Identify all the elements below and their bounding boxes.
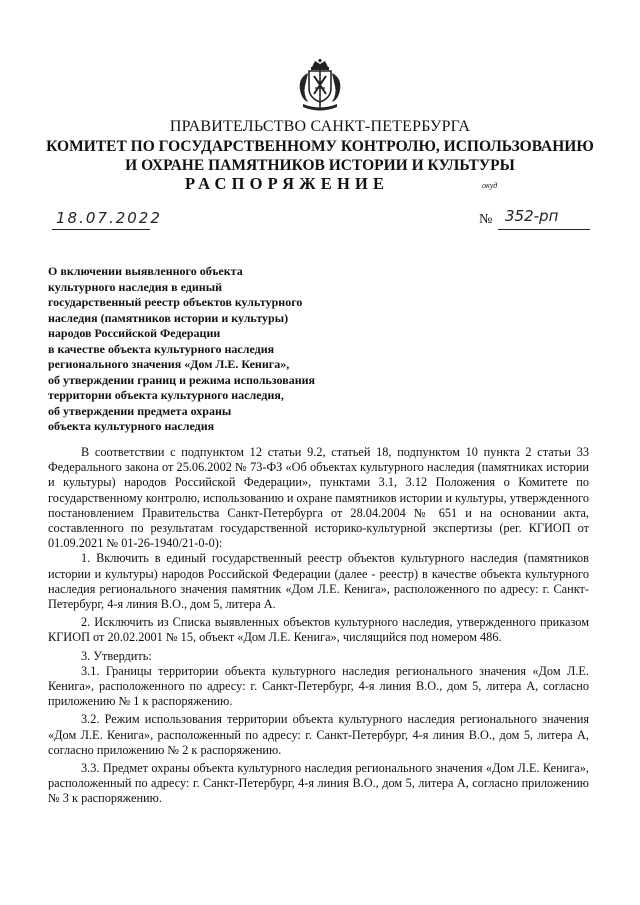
item-3-3-paragraph: 3.3. Предмет охраны объекта культурного наследия регионального значения «Дом Л.Е. Кенига», расположенный по адресу: г. Санкт-Петербург, 4-я линия В.О., дом 5, литера А, согласно приложению № 3 к распоряжению.: [48, 761, 589, 806]
subject-line: государственный реестр объектов культурного: [48, 295, 303, 309]
okud-label: окуд: [482, 181, 498, 190]
item-1-paragraph: 1. Включить в единый государственный реестр объектов культурного наследия (памятников истории и культуры) народов Российской Федерации (далее - реестр) в качестве объекта культурного наследия регионального значения памятник «Дом Л.Е. Кенига», расположенного по адресу: г. Санкт-Петербург, 4-я линия В.О., дом 5, литера А.: [48, 551, 589, 612]
document-date: 18.07.2022: [56, 209, 162, 227]
subject-line: культурного наследия в единый: [48, 279, 222, 294]
committee-name-line-2: И ОХРАНЕ ПАМЯТНИКОВ ИСТОРИИ И КУЛЬТУРЫ: [125, 157, 515, 174]
committee-name: [0, 137, 640, 175]
subject-line: объекта культурного наследия: [48, 419, 215, 433]
subject-line: в качестве объекта культурного наследия: [48, 341, 275, 356]
preamble-paragraph: В соответствии с подпунктом 12 статьи 9.2, статьей 18, подпунктом 10 пункта 2 статьи 33 Федерального закона от 25.06.2002 № 73-ФЗ «Об объектах культурного наследия (памятниках истории и культуры) народов Российской Федерации», пунктами 3.1, 3.12 Положения о Комитете по государственному контролю, использованию и охране памятников истории и культуры, утвержденного постановлением Правительства Санкт-Петербурга от 28.04.2004 № 651 и на основании акта, составленного по результатам государственной историко-культурной экспертизы (рег. КГИОП от 01.09.2021 № 01-26-1940/21-0-0):: [48, 445, 589, 551]
coat-of-arms-emblem: [295, 58, 345, 114]
subject-line: регионального значения «Дом Л.Е. Кенига»,: [48, 357, 290, 371]
subject-line: об утверждении предмета охраны: [48, 403, 232, 418]
subject-line: наследия (памятников истории и культуры): [48, 310, 289, 325]
document-number: 352-рп: [505, 207, 559, 225]
document-subject: [48, 264, 378, 435]
document-body: [48, 445, 589, 810]
date-underline: [52, 229, 150, 230]
committee-name-line-1: КОМИТЕТ ПО ГОСУДАРСТВЕННОМУ КОНТРОЛЮ, ИСПОЛЬЗОВАНИЮ: [46, 138, 594, 155]
item-3-paragraph: 3. Утвердить:: [81, 648, 152, 663]
subject-line: территории объекта культурного наследия,: [48, 388, 284, 402]
number-underline: [498, 229, 590, 230]
subject-line: народов Российской Федерации: [48, 326, 221, 340]
document-type-title: РАСПОРЯЖЕНИЕ: [185, 174, 390, 193]
subject-line: О включении выявленного объекта: [48, 264, 243, 278]
item-2-paragraph: 2. Исключить из Списка выявленных объектов культурного наследия, утвержденного приказом КГИОП от 20.02.2001 № 15, объект «Дом Л.Е. Кенига», числящийся под номером 486.: [48, 615, 589, 645]
item-3-1-paragraph: 3.1. Границы территории объекта культурного наследия регионального значения «Дом Л.Е. Кенига», расположенного по адресу: г. Санкт-Петербург, 4-я линия В.О., дом 5, литера А, согласно приложению № 1 к распоряжению.: [48, 663, 589, 709]
item-3-2-paragraph: 3.2. Режим использования территории объекта культурного наследия регионального значения «Дом Л.Е. Кенига», расположенный по адресу: г. Санкт-Петербург, 4-я линия В.О., дом 5, литера А, согласно приложению № 2 к распоряжению.: [48, 712, 589, 757]
government-name: ПРАВИТЕЛЬСТВО САНКТ-ПЕТЕРБУРГА: [169, 118, 471, 135]
number-sign: №: [479, 212, 493, 227]
subject-line: об утверждении границ и режима использования: [48, 372, 316, 387]
